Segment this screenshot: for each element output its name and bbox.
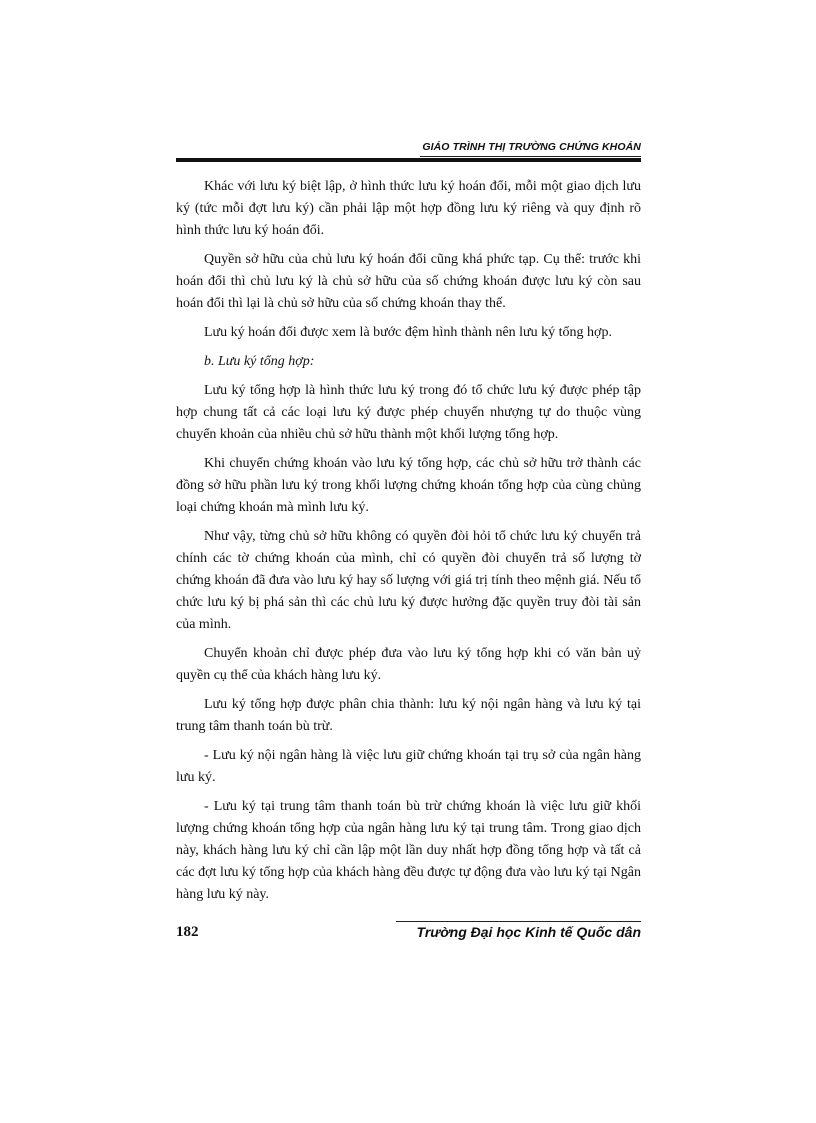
page-body [176, 176, 641, 913]
body-paragraph: Khác với lưu ký biệt lập, ở hình thức lưu ký hoán đổi, mỗi một giao dịch lưu ký (tức mỗi đợt lưu ký) cần phải lập một hợp đồng lưu ký riêng và quy định rõ hình thức lưu ký hoán đổi. [176, 179, 641, 238]
body-paragraph: Chuyển khoản chỉ được phép đưa vào lưu ký tổng hợp khi có văn bản uỷ quyền cụ thể của khách hàng lưu ký. [176, 646, 641, 683]
header-rule-thick [176, 158, 641, 162]
body-paragraph: Lưu ký tổng hợp là hình thức lưu ký trong đó tổ chức lưu ký được phép tập hợp chung tất cả các loại lưu ký được phép chuyển nhượng tự do thuộc vùng chuyển khoản của nhiều chủ sở hữu thành một khối lượng tổng hợp. [176, 383, 641, 442]
header-rule-thin [420, 156, 641, 157]
running-header-title: GIÁO TRÌNH THỊ TRƯỜNG CHỨNG KHOÁN [422, 141, 641, 153]
body-paragraph: Lưu ký hoán đổi được xem là bước đệm hình thành nên lưu ký tổng hợp. [204, 325, 612, 340]
list-item: - Lưu ký nội ngân hàng là việc lưu giữ chứng khoán tại trụ sở của ngân hàng lưu ký. [176, 748, 641, 785]
body-paragraph: Lưu ký tổng hợp được phân chia thành: lưu ký nội ngân hàng và lưu ký tại trung tâm thanh toán bù trừ. [176, 697, 641, 734]
body-paragraph: Như vậy, từng chủ sở hữu không có quyền đòi hỏi tổ chức lưu ký chuyển trả chính các tờ chứng khoán của mình, chỉ có quyền đòi chuyển trả số lượng tờ chứng khoán đã đưa vào lưu ký hay số lượng với giá trị tính theo mệnh giá. Nếu tổ chức lưu ký bị phá sản thì các chủ lưu ký được hưởng đặc quyền truy đòi tài sản của mình. [176, 529, 641, 632]
body-paragraph: Quyền sở hữu của chủ lưu ký hoán đổi cũng khá phức tạp. Cụ thể: trước khi hoán đổi thì chủ lưu ký là chủ sở hữu của số chứng khoán được lưu ký còn sau hoán đổi thì lại là chủ sở hữu của số chứng khoán thay thế. [176, 252, 641, 311]
body-paragraph: Khi chuyển chứng khoán vào lưu ký tổng hợp, các chủ sở hữu trở thành các đồng sở hữu phần lưu ký trong khối lượng chứng khoán tổng hợp của cùng chủng loại chứng khoán mà mình lưu ký. [176, 456, 641, 515]
footer-publisher: Trường Đại học Kinh tế Quốc dân [416, 924, 641, 940]
section-subheading: b. Lưu ký tổng hợp: [204, 354, 315, 369]
footer-rule [396, 921, 641, 922]
list-item: - Lưu ký tại trung tâm thanh toán bù trừ chứng khoán là việc lưu giữ khối lượng chứng khoán tổng hợp của ngân hàng lưu ký tại trung tâm. Trong giao dịch này, khách hàng lưu ký chỉ cần lập một lần duy nhất hợp đồng tổng hợp và tất cả các đợt lưu ký tổng hợp của khách hàng đều được tự động đưa vào lưu ký tại Ngân hàng lưu ký này. [176, 799, 641, 902]
page-number: 182 [176, 924, 199, 940]
